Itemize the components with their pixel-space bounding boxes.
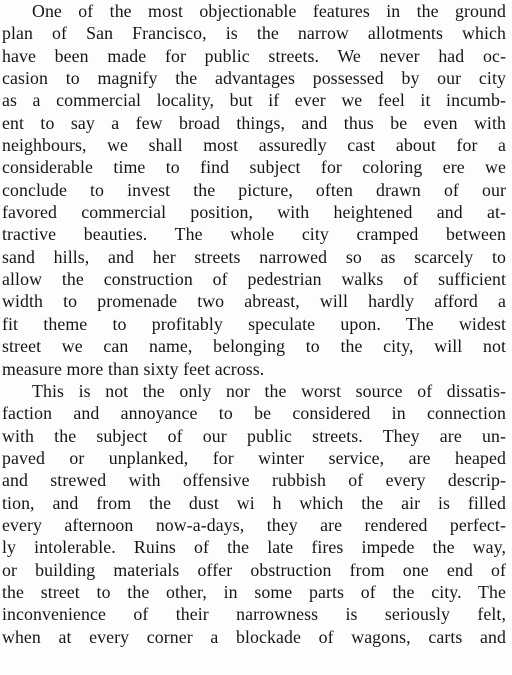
- text-line: favored commercial position, with heightened and at-: [2, 202, 506, 223]
- text-line: when at every corner a blockade of wagons, carts and: [2, 626, 506, 647]
- text-line: ly intolerable. Ruins of the late fires impede the way,: [2, 537, 506, 558]
- text-line: or building materials offer obstruction from one end of: [2, 559, 506, 580]
- text-line: every afternoon now-a-days, they are rendered perfect-: [2, 514, 506, 535]
- text-line: tion, and from the dust wi h which the air is filled: [2, 492, 506, 513]
- text-line: fit theme to profitably speculate upon. The widest: [2, 313, 506, 334]
- text-line: faction and annoyance to be considered in connection: [2, 403, 506, 424]
- text-line: inconvenience of their narrowness is seriously felt,: [2, 604, 506, 625]
- text-line: tractive beauties. The whole city cramped between: [2, 224, 506, 245]
- paragraph-1: [2, 0, 506, 380]
- text-line: width to promenade two abreast, will hardly afford a: [2, 291, 506, 312]
- text-line: sand hills, and her streets narrowed so as scarcely to: [2, 246, 506, 267]
- text-line: casion to magnify the advantages possessed by our city: [2, 68, 506, 89]
- text-line: the street to the other, in some parts of the city. The: [2, 581, 506, 602]
- text-line: considerable time to find subject for coloring ere we: [2, 157, 506, 178]
- text-line: neighbours, we shall most assuredly cast about for a: [2, 135, 506, 156]
- text-line: with the subject of our public streets. They are un-: [2, 425, 506, 446]
- text-line: plan of San Francisco, is the narrow allotments which: [2, 23, 506, 44]
- text-line: ent to say a few broad things, and thus be even with: [2, 112, 506, 133]
- text-line: conclude to invest the picture, often drawn of our: [2, 179, 506, 200]
- text-line: and strewed with offensive rubbish of every descrip-: [2, 470, 506, 491]
- paragraph-2: [2, 380, 506, 648]
- text-line: allow the construction of pedestrian walks of sufficient: [2, 269, 506, 290]
- text-line: paved or unplanked, for winter service, are heaped: [2, 447, 506, 468]
- text-line: measure more than sixty feet across.: [2, 358, 265, 379]
- text-line: street we can name, belonging to the city, will not: [2, 336, 506, 357]
- text-line: have been made for public streets. We never had oc-: [2, 45, 506, 66]
- text-line: as a commercial locality, but if ever we feel it incumb-: [2, 90, 506, 111]
- text-line: One of the most objectionable features in the ground: [32, 1, 506, 21]
- text-line: This is not the only nor the worst source of dissatis-: [32, 380, 506, 401]
